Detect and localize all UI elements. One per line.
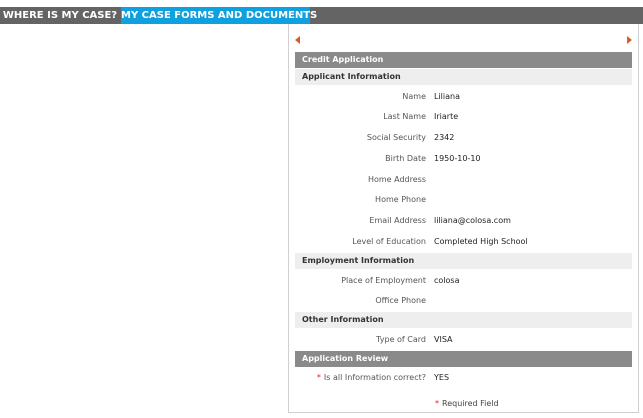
required-marker: *	[316, 373, 321, 382]
required-field-note	[435, 399, 499, 408]
field-type-of-card	[295, 333, 632, 347]
tab-my-case-forms-and-documents[interactable]: MY CASE FORMS AND DOCUMENTS	[121, 7, 310, 24]
field-value: VISA	[434, 335, 453, 344]
field-label: Home Phone	[375, 195, 426, 204]
field-label	[295, 371, 426, 385]
section-applicant-information: Applicant Information	[295, 69, 632, 85]
field-office-phone	[295, 294, 632, 308]
section-application-review: Application Review	[295, 351, 632, 367]
section-other-information: Other Information	[295, 312, 632, 328]
field-birth-date	[295, 152, 632, 166]
field-home-phone	[295, 193, 632, 207]
required-note-text: Required Field	[442, 399, 499, 408]
form-panel	[288, 24, 639, 413]
field-value: 1950-10-10	[434, 154, 481, 163]
previous-step-icon[interactable]	[295, 36, 300, 44]
field-value: liliana@colosa.com	[434, 216, 511, 225]
field-value: Liliana	[434, 92, 460, 101]
required-marker: *	[435, 399, 439, 408]
field-value: Completed High School	[434, 237, 528, 246]
tab-bar	[0, 7, 643, 24]
field-value: Iriarte	[434, 112, 459, 121]
field-label-text: Is all Information correct?	[323, 373, 426, 382]
field-label: Last Name	[383, 112, 426, 121]
field-email-address	[295, 214, 632, 228]
field-label: Place of Employment	[341, 276, 426, 285]
field-label: Name	[402, 92, 426, 101]
field-value: 2342	[434, 133, 455, 142]
field-label: Type of Card	[376, 335, 426, 344]
field-value: colosa	[434, 276, 460, 285]
field-social-security	[295, 131, 632, 145]
field-label: Office Phone	[375, 296, 426, 305]
field-label: Email Address	[369, 216, 426, 225]
section-employment-information: Employment Information	[295, 253, 632, 269]
field-label: Home Address	[367, 175, 426, 184]
next-step-icon[interactable]	[627, 36, 632, 44]
field-is-all-information-correct	[295, 371, 632, 385]
field-place-of-employment	[295, 274, 632, 288]
tab-where-is-my-case[interactable]: WHERE IS MY CASE?	[0, 7, 120, 24]
field-level-of-education	[295, 235, 632, 249]
field-last-name	[295, 110, 632, 124]
form-title: Credit Application	[295, 52, 632, 68]
field-label: Level of Education	[352, 237, 426, 246]
field-label: Birth Date	[385, 154, 426, 163]
field-name	[295, 90, 632, 104]
field-value: YES	[434, 373, 450, 382]
field-label: Social Security	[366, 133, 426, 142]
field-home-address	[295, 173, 632, 187]
